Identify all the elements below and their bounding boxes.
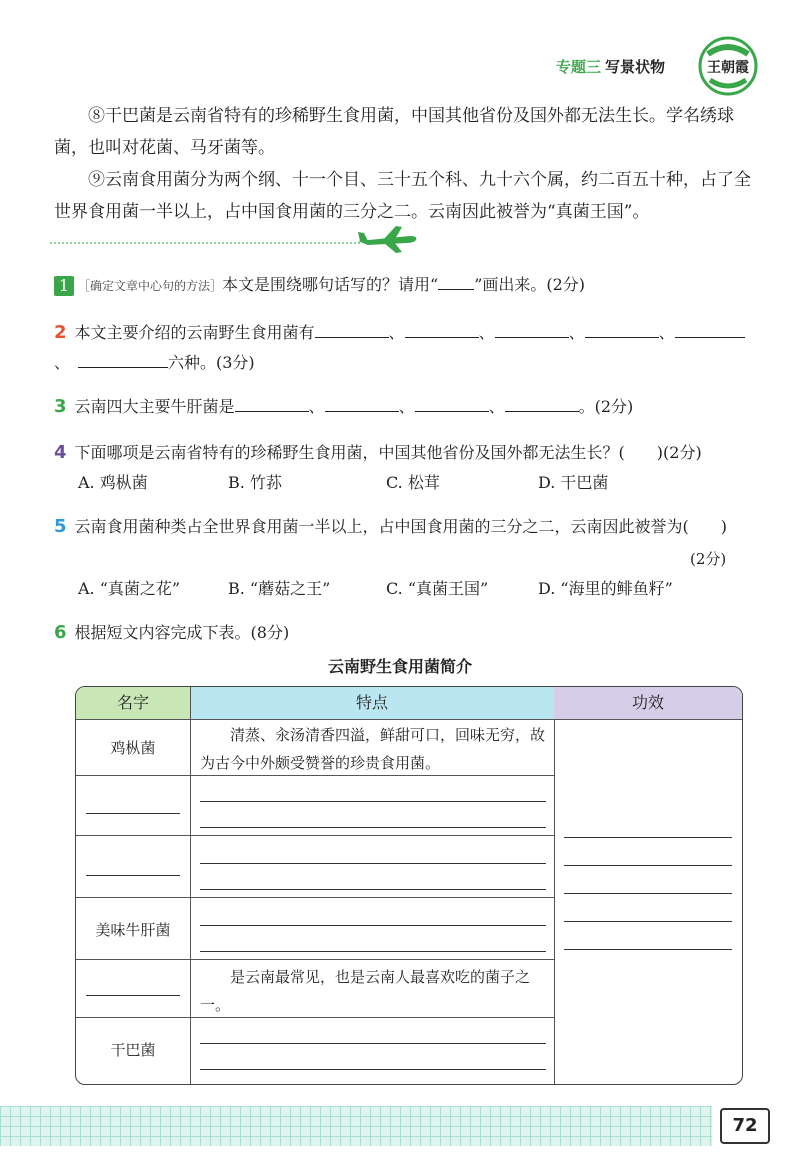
passage-paragraph-9: ⑨云南食用菌分为两个纲、十一个目、三十五个科、九十六个属，约二百五十种，占了全世界食用菌一半以上，占中国食用菌的三分之二。云南因此被誉为“真菌王国”。 <box>54 170 751 222</box>
question-text-tail: ”画出来。(2分) <box>474 275 586 294</box>
topic-label: 专题三 <box>556 58 602 76</box>
answer-blank[interactable] <box>78 349 168 368</box>
effect-write-line[interactable] <box>564 893 732 894</box>
header-divider <box>76 719 742 720</box>
answer-blank[interactable] <box>495 319 569 338</box>
feature-write-line[interactable] <box>200 951 546 952</box>
answer-blank[interactable] <box>405 319 479 338</box>
question-text: 云南四大主要牛肝菌是 <box>74 397 235 416</box>
name-write-line[interactable] <box>86 813 180 814</box>
answer-blank[interactable] <box>235 393 309 412</box>
question-5 <box>54 512 764 542</box>
feature-write-line[interactable] <box>200 863 546 864</box>
brand-logo-icon <box>698 36 758 96</box>
effect-write-line[interactable] <box>564 921 732 922</box>
separator: 、 <box>478 323 495 342</box>
question-number: 6 <box>54 622 67 643</box>
row1-name: 鸡枞菌 <box>110 739 156 757</box>
row1-feature: 清蒸、汆汤清香四溢，鲜甜可口，回味无穷，故为古今中外颇受赞誉的珍贵食用菌。 <box>200 726 546 772</box>
question-number: 1 <box>54 276 74 296</box>
separator: 、 <box>388 323 405 342</box>
question-text: 下面哪项是云南省特有的珍稀野生食用菌，中国其他省份及国外都无法生长？( )(2分) <box>74 443 702 462</box>
question-text: 本文是围绕哪句话写的？请用“ <box>222 275 439 294</box>
logo-text: 王朝霞 <box>707 60 749 76</box>
option-d[interactable]: D. 干巴菌 <box>538 473 609 492</box>
question-number: 2 <box>54 322 67 343</box>
question-number: 3 <box>54 396 67 417</box>
name-write-line[interactable] <box>86 875 180 876</box>
effect-write-line[interactable] <box>564 949 732 950</box>
answer-blank[interactable] <box>315 319 389 338</box>
question-text: 云南食用菌种类占全世界食用菌一半以上，占中国食用菌的三分之二，云南因此被誉为( ) <box>74 517 728 536</box>
question-5-score: (2分) <box>690 550 727 568</box>
answer-blank[interactable] <box>585 319 659 338</box>
question-number: 4 <box>54 442 67 463</box>
passage-paragraph-8: ⑧干巴菌是云南省特有的珍稀野生食用菌，中国其他省份及国外都无法生长。学名绣球菌，也叫对花菌、马牙菌等。 <box>54 106 734 158</box>
option-c[interactable]: C. “真菌王国” <box>386 579 489 598</box>
answer-blank[interactable] <box>505 393 579 412</box>
question-2-line-2 <box>78 348 778 378</box>
question-text: 本文主要介绍的云南野生食用菌有 <box>74 323 315 342</box>
page-number: 72 <box>720 1108 770 1144</box>
separator: 、 <box>488 397 505 416</box>
question-text-tail: 。(2分) <box>578 397 634 416</box>
option-c[interactable]: C. 松茸 <box>386 473 440 492</box>
answer-blank[interactable] <box>415 393 489 412</box>
footer-grid-band <box>0 1106 712 1146</box>
section-divider <box>50 242 360 244</box>
method-tag: ［确定文章中心句的方法］ <box>78 279 223 293</box>
section-header <box>556 56 665 77</box>
separator: 、 <box>398 397 415 416</box>
row-divider <box>76 897 554 898</box>
row-divider <box>76 835 554 836</box>
answer-blank[interactable] <box>675 319 745 338</box>
row4-name: 美味牛肝菌 <box>95 921 171 939</box>
feature-write-line[interactable] <box>200 925 546 926</box>
separator: 、 <box>54 353 71 372</box>
feature-write-line[interactable] <box>200 1069 546 1070</box>
effect-write-line[interactable] <box>564 865 732 866</box>
option-a[interactable]: A. “真菌之花” <box>78 579 181 598</box>
header-effect: 功效 <box>554 687 742 719</box>
table-title: 云南野生食用菌简介 <box>327 657 472 676</box>
question-3 <box>54 392 754 422</box>
question-number: 5 <box>54 516 67 537</box>
topic-title: 写景状物 <box>605 58 666 76</box>
header-feature: 特点 <box>190 687 554 719</box>
separator: 、 <box>658 323 675 342</box>
effect-write-line[interactable] <box>564 837 732 838</box>
column-divider <box>554 719 555 1084</box>
question-6 <box>54 618 754 648</box>
option-b[interactable]: B. “蘑菇之王” <box>228 579 331 598</box>
question-4 <box>54 438 764 468</box>
question-1 <box>54 270 754 301</box>
feature-write-line[interactable] <box>200 801 546 802</box>
column-divider <box>190 687 191 1084</box>
airplane-icon <box>356 224 418 254</box>
option-b[interactable]: B. 竹荪 <box>228 473 282 492</box>
header-name: 名字 <box>76 687 190 719</box>
feature-write-line[interactable] <box>200 889 546 890</box>
name-write-line[interactable] <box>86 995 180 996</box>
row5-feature: 是云南最常见，也是云南人最喜欢吃的菌子之一。 <box>200 968 531 1014</box>
separator: 、 <box>568 323 585 342</box>
question-text: 根据短文内容完成下表。(8分) <box>74 623 290 642</box>
option-a[interactable]: A. 鸡枞菌 <box>78 473 148 492</box>
row-divider <box>76 959 554 960</box>
feature-write-line[interactable] <box>200 827 546 828</box>
row6-name: 干巴菌 <box>110 1041 156 1059</box>
mushroom-table <box>75 686 743 1085</box>
question-text-tail: 六种。(3分) <box>168 353 255 372</box>
answer-blank[interactable] <box>325 393 399 412</box>
separator: 、 <box>308 397 325 416</box>
option-d[interactable]: D. “海里的鲱鱼籽” <box>538 579 673 598</box>
feature-write-line[interactable] <box>200 1043 546 1044</box>
underline-sample <box>438 271 474 290</box>
